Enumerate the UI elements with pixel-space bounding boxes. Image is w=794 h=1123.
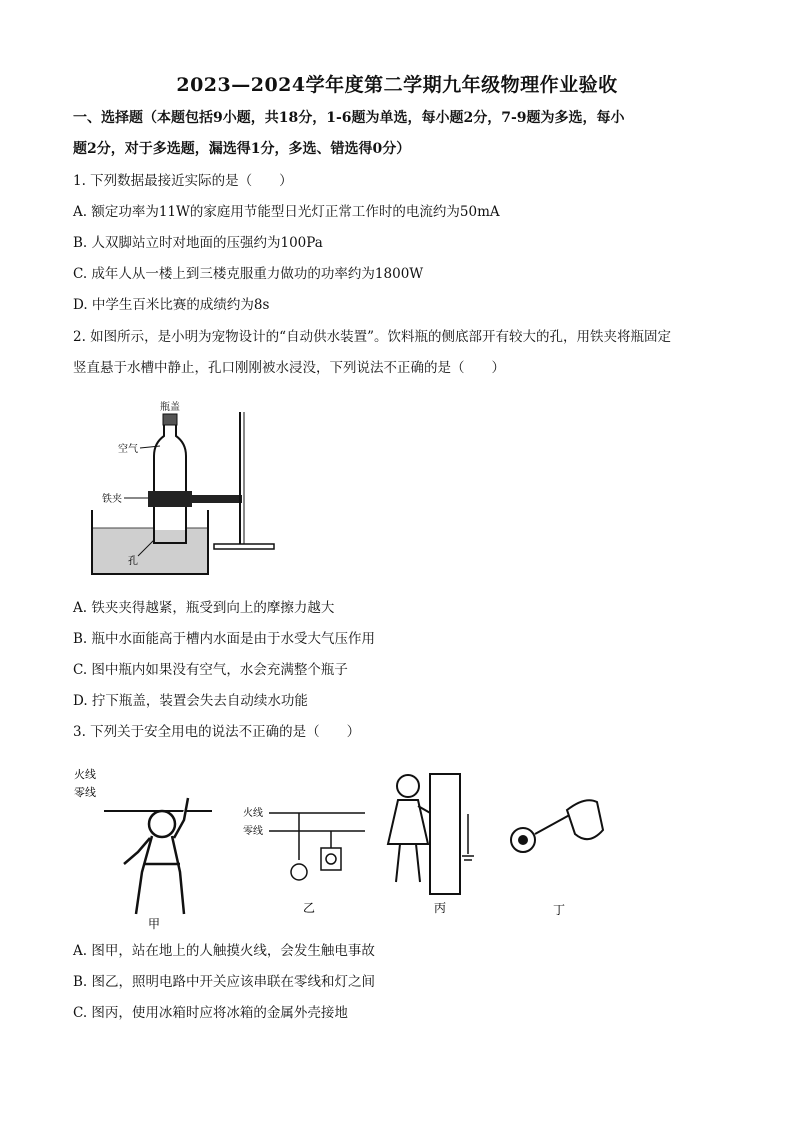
q2-option-b: B. 瓶中水面能高于槽内水面是由于水受大气压作用 xyxy=(73,631,376,647)
label-air: 空气 xyxy=(118,444,138,455)
label-clamp: 铁夹 xyxy=(102,494,122,505)
yi-label-neutral: 零线 xyxy=(243,826,263,837)
q3-option-a: A. 图甲，站在地上的人触摸火线，会发生触电事故 xyxy=(73,943,375,959)
section-header-line2: 题2分，对于多选题，漏选得1分，多选、错选得0分） xyxy=(73,141,411,157)
q1-option-d: D. 中学生百米比赛的成绩约为8s xyxy=(73,297,270,313)
figure-ding xyxy=(505,790,615,930)
label-yi: 乙 xyxy=(303,901,316,915)
water-feeder-figure xyxy=(88,398,288,578)
figure-yi xyxy=(243,800,373,935)
q1-option-b: B. 人双脚站立时对地面的压强约为100Pa xyxy=(73,235,323,251)
q2-option-c: C. 图中瓶内如果没有空气，水会充满整个瓶子 xyxy=(73,662,348,678)
q3-option-c: C. 图丙，使用冰箱时应将冰箱的金属外壳接地 xyxy=(73,1005,348,1021)
page-title: 2023—2024学年度第二学期九年级物理作业验收 xyxy=(176,74,618,96)
label-hole: 孔 xyxy=(128,556,138,567)
q2-option-a: A. 铁夹夹得越紧，瓶受到向上的摩擦力越大 xyxy=(73,600,335,616)
q3-stem: 3. 下列关于安全用电的说法不正确的是（ ） xyxy=(73,724,361,740)
q1-option-a: A. 额定功率为11W的家庭用节能型日光灯正常工作时的电流约为50mA xyxy=(73,204,500,220)
q3-option-b: B. 图乙，照明电路中开关应该串联在零线和灯之间 xyxy=(73,974,376,990)
jia-label-live: 火线 xyxy=(74,768,96,781)
label-ding: 丁 xyxy=(553,903,566,917)
jia-label-neutral: 零线 xyxy=(74,786,96,799)
q1-option-c: C. 成年人从一楼上到三楼克服重力做功的功率约为1800W xyxy=(73,266,424,282)
q2-stem-line2: 竖直悬于水槽中静止，孔口刚刚被水浸没，下列说法不正确的是（ ） xyxy=(73,360,505,376)
section-header-line1: 一、选择题（本题包括9小题，共18分，1-6题为单选，每小题2分，7-9题为多选，每小 xyxy=(73,110,625,126)
yi-label-live: 火线 xyxy=(243,808,263,819)
label-cap: 瓶盖 xyxy=(160,402,180,413)
q1-stem: 1. 下列数据最接近实际的是（ ） xyxy=(73,173,293,189)
q2-stem-line1: 2. 如图所示，是小明为宠物设计的“自动供水装置”。饮料瓶的侧底部开有较大的孔，用铁夹将瓶固定 xyxy=(73,329,671,345)
label-bing: 丙 xyxy=(434,901,447,915)
label-jia: 甲 xyxy=(148,917,161,931)
q2-option-d: D. 拧下瓶盖，装置会失去自动续水功能 xyxy=(73,693,308,709)
figure-jia xyxy=(72,764,222,934)
figure-bing xyxy=(378,764,498,924)
